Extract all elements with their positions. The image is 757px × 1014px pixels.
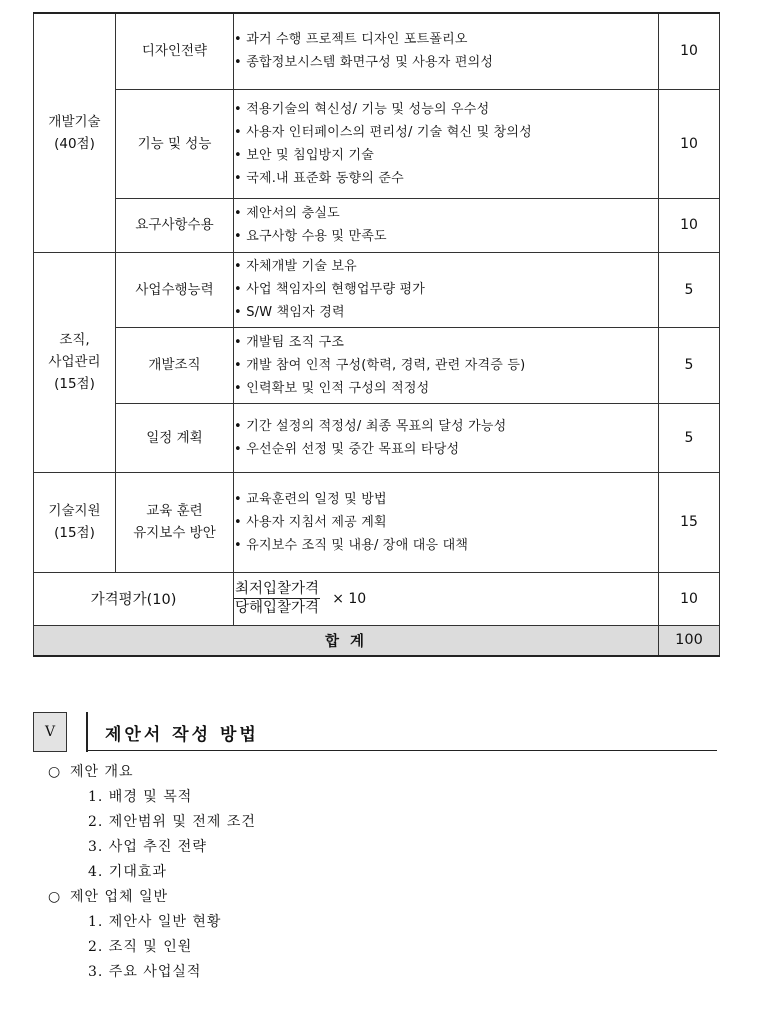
section-header — [33, 712, 717, 752]
criteria-cell — [234, 198, 659, 252]
table-row — [34, 198, 720, 252]
list-item: 3. 사업 추진 전략 — [88, 839, 207, 855]
outline-heading-text: 제안 개요 — [70, 764, 134, 780]
criteria-item: • 과거 수행 프로젝트 디자인 포트폴리오 — [234, 32, 468, 48]
category-label: 개발기술 — [48, 113, 101, 130]
subcategory-cell: 일정 계획 — [116, 403, 234, 472]
outline-heading-text: 제안 업체 일반 — [70, 889, 169, 905]
criteria-cell — [234, 472, 659, 572]
criteria-item: • 사용자 인터페이스의 편리성/ 기술 혁신 및 창의성 — [234, 124, 532, 140]
price-formula-cell — [234, 572, 659, 625]
subcategory-cell: 사업수행능력 — [116, 252, 234, 327]
table-row — [34, 327, 720, 403]
criteria-item: • 보안 및 침입방지 기술 — [234, 147, 375, 163]
list-item: 1. 제안사 일반 현황 — [88, 914, 222, 930]
formula-numerator: 최저입찰가격 — [235, 581, 320, 597]
section-title: 제안서 작성 방법 — [105, 725, 259, 745]
list-item: 1. 배경 및 목적 — [88, 789, 193, 805]
circle-bullet-icon: ○ — [48, 764, 62, 780]
category-points: (40점) — [54, 135, 95, 152]
subcategory-cell: 요구사항수용 — [116, 198, 234, 252]
total-row — [34, 625, 720, 656]
list-item: 2. 조직 및 인원 — [88, 939, 193, 955]
subcategory-cell: 기능 및 성능 — [116, 89, 234, 198]
criteria-cell — [234, 13, 659, 89]
outline-heading — [48, 885, 256, 910]
score-cell: 5 — [659, 403, 720, 472]
subcategory-label: 교육 훈련 — [146, 503, 203, 519]
formula-denominator: 당해입찰가격 — [235, 600, 320, 616]
category-points: (15점) — [54, 376, 95, 392]
score-cell: 10 — [659, 572, 720, 625]
score-cell: 15 — [659, 472, 720, 572]
criteria-item: • 우선순위 선정 및 중간 목표의 타당성 — [234, 441, 460, 457]
price-row — [34, 572, 720, 625]
criteria-item: • 제안서의 충실도 — [234, 206, 340, 221]
score-cell: 10 — [659, 89, 720, 198]
criteria-cell — [234, 89, 659, 198]
subcategory-cell: 개발조직 — [116, 327, 234, 403]
table-row — [34, 89, 720, 198]
score-cell: 5 — [659, 252, 720, 327]
evaluation-table — [33, 12, 720, 657]
price-formula — [234, 580, 320, 617]
category-label-line2: 사업관리 — [48, 354, 101, 370]
section-divider-vertical — [86, 712, 88, 752]
outline-heading — [48, 760, 256, 785]
criteria-item: • 자체개발 기술 보유 — [234, 259, 357, 274]
table-row — [34, 472, 720, 572]
criteria-cell — [234, 252, 659, 327]
list-item: 3. 주요 사업실적 — [88, 964, 202, 980]
section-number: V — [33, 712, 67, 752]
proposal-outline — [48, 760, 256, 985]
price-label: 가격평가(10) — [34, 572, 234, 625]
criteria-item: • 유지보수 조직 및 내용/ 장애 대응 대책 — [234, 537, 469, 553]
subcategory-cell: 디자인전략 — [116, 13, 234, 89]
criteria-item: • 개발 참여 인적 구성(학력, 경력, 관련 자격증 등) — [234, 357, 526, 373]
total-label: 합 계 — [34, 625, 659, 656]
criteria-item: • 사업 책임자의 현행업무량 평가 — [234, 282, 426, 297]
category-cell — [34, 472, 116, 572]
criteria-item: • 국제.내 표준화 동향의 준수 — [234, 170, 404, 186]
section-divider-horizontal — [86, 750, 717, 751]
criteria-item: • 종합정보시스템 화면구성 및 사용자 편의성 — [234, 55, 494, 71]
criteria-item: • 요구사항 수용 및 만족도 — [234, 229, 387, 244]
circle-bullet-icon: ○ — [48, 889, 62, 905]
criteria-cell — [234, 327, 659, 403]
criteria-item: • 적용기술의 혁신성/ 기능 및 성능의 우수성 — [234, 101, 490, 117]
score-cell: 10 — [659, 13, 720, 89]
criteria-item: • 사용자 지침서 제공 계획 — [234, 514, 387, 530]
list-item: 2. 제안범위 및 전제 조건 — [88, 814, 256, 830]
total-score: 100 — [659, 625, 720, 656]
category-points: (15점) — [54, 525, 95, 541]
criteria-item: • 기간 설정의 적정성/ 최종 목표의 달성 가능성 — [234, 418, 507, 434]
score-cell: 10 — [659, 198, 720, 252]
score-cell: 5 — [659, 327, 720, 403]
table-row — [34, 252, 720, 327]
category-cell — [34, 252, 116, 472]
formula-multiplier: × 10 — [332, 590, 367, 607]
list-item: 4. 기대효과 — [88, 864, 167, 880]
criteria-item: • 개발팀 조직 구조 — [234, 334, 345, 350]
table-row — [34, 13, 720, 89]
subcategory-label-line2: 유지보수 방안 — [133, 525, 216, 541]
category-label: 기술지원 — [48, 503, 101, 519]
criteria-item: • 인력확보 및 인적 구성의 적정성 — [234, 380, 430, 396]
category-cell — [34, 13, 116, 252]
criteria-cell — [234, 403, 659, 472]
subcategory-cell — [116, 472, 234, 572]
category-label: 조직, — [59, 332, 90, 348]
criteria-item: • 교육훈련의 일정 및 방법 — [234, 491, 387, 507]
table-row — [34, 403, 720, 472]
criteria-item: • S/W 책임자 경력 — [234, 305, 345, 320]
